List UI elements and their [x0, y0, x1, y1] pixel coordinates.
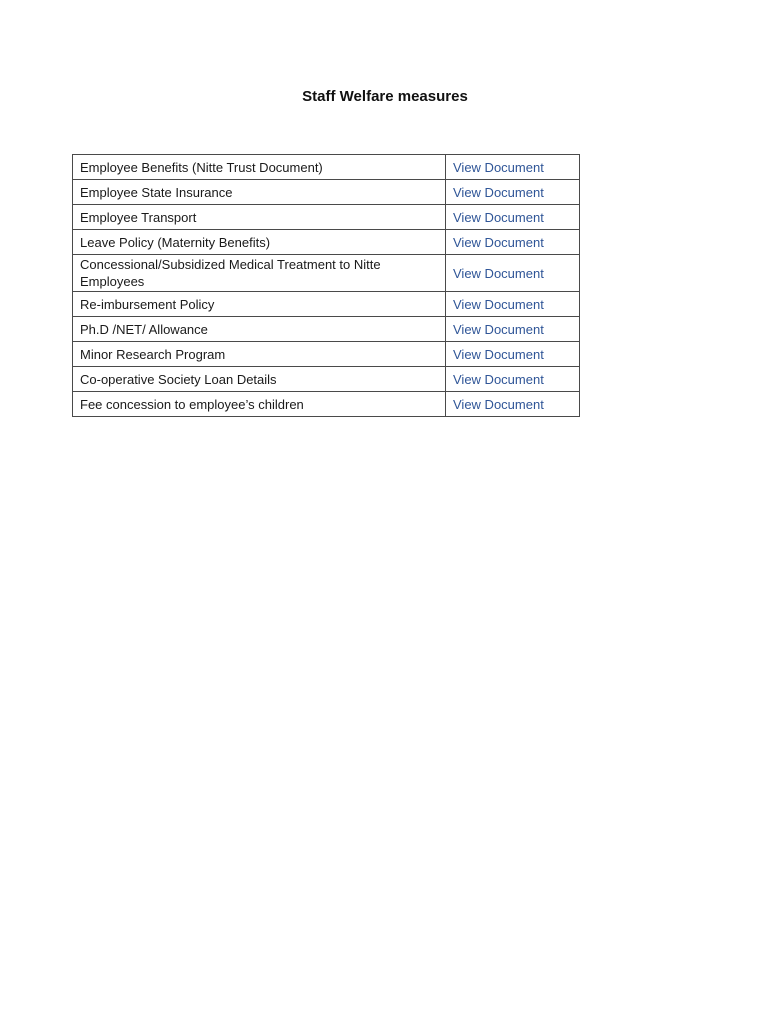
view-document-cell [446, 155, 580, 180]
view-document-link[interactable]: View Document [453, 209, 544, 225]
table-row [73, 367, 580, 392]
view-document-link[interactable]: View Document [453, 346, 544, 362]
item-name: Re-imbursement Policy [73, 292, 446, 317]
item-name: Minor Research Program [73, 342, 446, 367]
table-row [73, 180, 580, 205]
item-name: Leave Policy (Maternity Benefits) [73, 230, 446, 255]
view-document-link[interactable]: View Document [453, 184, 544, 200]
view-document-cell [446, 255, 580, 292]
item-name: Employee State Insurance [73, 180, 446, 205]
table-row [73, 255, 580, 292]
view-document-cell [446, 342, 580, 367]
view-document-link[interactable]: View Document [453, 234, 544, 250]
view-document-link[interactable]: View Document [453, 371, 544, 387]
view-document-cell [446, 392, 580, 417]
table-row [73, 342, 580, 367]
table-row [73, 392, 580, 417]
item-name: Employee Transport [73, 205, 446, 230]
view-document-link[interactable]: View Document [453, 321, 544, 337]
page-title: Staff Welfare measures [302, 88, 468, 105]
view-document-cell [446, 230, 580, 255]
view-document-link[interactable]: View Document [453, 159, 544, 175]
view-document-link[interactable]: View Document [453, 265, 544, 281]
table-row [73, 205, 580, 230]
view-document-cell [446, 205, 580, 230]
table-row [73, 230, 580, 255]
view-document-cell [446, 180, 580, 205]
table-row [73, 292, 580, 317]
view-document-cell [446, 367, 580, 392]
view-document-link[interactable]: View Document [453, 296, 544, 312]
item-name: Fee concession to employee’s children [73, 392, 446, 417]
item-name: Employee Benefits (Nitte Trust Document) [73, 155, 446, 180]
table-row [73, 317, 580, 342]
item-name: Co-operative Society Loan Details [73, 367, 446, 392]
view-document-cell [446, 292, 580, 317]
table-row [73, 155, 580, 180]
view-document-link[interactable]: View Document [453, 396, 544, 412]
item-name: Ph.D /NET/ Allowance [73, 317, 446, 342]
item-name: Concessional/Subsidized Medical Treatment to Nitte Employees [73, 255, 446, 292]
view-document-cell [446, 317, 580, 342]
welfare-measures-table [72, 154, 580, 417]
